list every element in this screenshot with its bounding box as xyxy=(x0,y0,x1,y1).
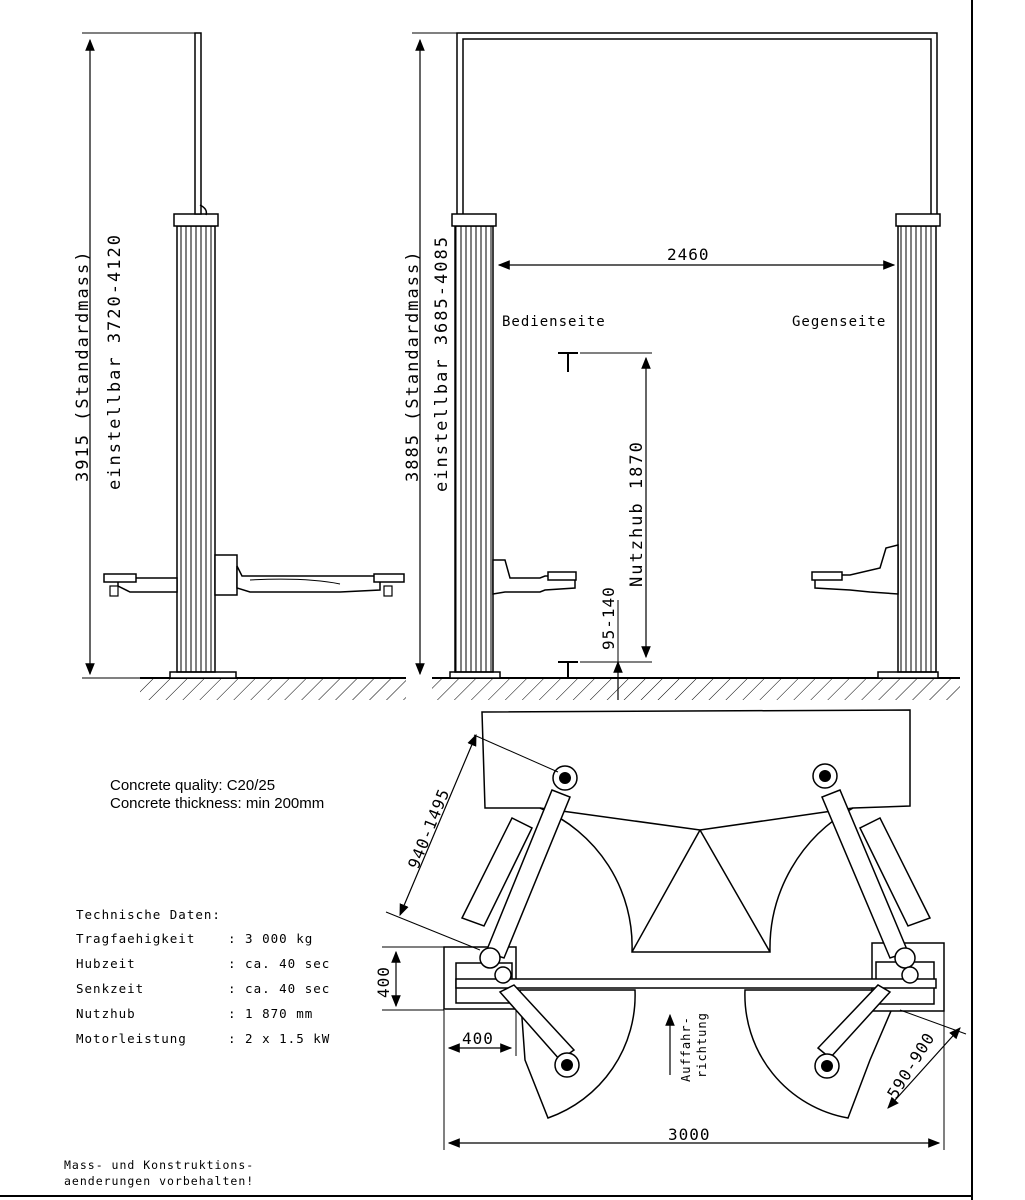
total-width-label: 3000 xyxy=(668,1125,711,1144)
side-right-foot xyxy=(384,586,392,596)
tech-row-label: Hubzeit xyxy=(76,956,136,971)
front-left-cap xyxy=(452,214,496,226)
arm-range-ext-1 xyxy=(474,735,558,772)
side-right-arm xyxy=(237,566,380,592)
plan-arm-upper-right xyxy=(813,764,930,968)
side-left-foot xyxy=(110,586,118,596)
operator-side-label: Bedienseite xyxy=(502,314,606,330)
side-column-cap xyxy=(174,214,218,226)
drive-direction-label-2: richtung xyxy=(695,1012,709,1078)
front-overhead-frame xyxy=(457,33,937,214)
tech-row-label: Senkzeit xyxy=(76,981,145,996)
base-height-label: 400 xyxy=(374,966,393,998)
front-right-carriage xyxy=(815,545,898,594)
side-right-pad xyxy=(374,574,404,582)
front-left-column xyxy=(455,226,493,672)
front-right-pad xyxy=(812,572,842,580)
front-right-base xyxy=(878,672,938,678)
front-adjust-label: einstellbar 3685-4085 xyxy=(432,235,452,492)
front-ground-hatch xyxy=(432,678,960,700)
front-width-label: 2460 xyxy=(667,245,710,264)
drive-direction-label: Auffahr- xyxy=(679,1016,693,1082)
footnote-line-1: Mass- und Konstruktions- xyxy=(64,1158,255,1172)
plan-view xyxy=(374,710,966,1150)
side-left-pad xyxy=(104,574,136,582)
arm-range-label: 940-1495 xyxy=(404,785,454,872)
front-left-pad xyxy=(548,572,576,580)
base-width-label: 400 xyxy=(462,1029,494,1048)
stroke-top-pad xyxy=(558,353,578,372)
low-label: 95-140 xyxy=(599,586,618,650)
footnote-line-2: aenderungen vorbehalten! xyxy=(64,1174,255,1188)
side-ground-hatch xyxy=(140,678,406,700)
plan-floor-bar xyxy=(456,979,936,988)
front-left-base xyxy=(450,672,500,678)
stroke-bottom-pad xyxy=(558,662,578,678)
front-height-label: 3885 (Standardmass) xyxy=(403,249,423,482)
side-carriage xyxy=(215,555,237,595)
tech-title: Technische Daten: xyxy=(76,907,221,922)
tech-row-value: : 3 000 kg xyxy=(228,931,314,946)
plan-arm-upper-left xyxy=(462,766,577,968)
concrete-thickness: Concrete thickness: min 200mm xyxy=(110,795,325,812)
plan-sweep-upper xyxy=(540,808,853,830)
tech-row-value: : 2 x 1.5 kW xyxy=(228,1031,331,1046)
arm-range-ext-2 xyxy=(386,912,480,950)
tech-row-value: : ca. 40 sec xyxy=(228,981,331,996)
tech-row-value: : 1 870 mm xyxy=(228,1006,314,1021)
arm-range-right-label: 590-900 xyxy=(883,1028,939,1103)
tech-row-label: Motorleistung xyxy=(76,1031,187,1046)
side-view xyxy=(73,33,406,700)
stroke-label: Nutzhub 1870 xyxy=(627,440,647,587)
tech-row-label: Tragfaehigkeit xyxy=(76,931,196,946)
concrete-quality: Concrete quality: C20/25 xyxy=(110,777,276,794)
tech-row-label: Nutzhub xyxy=(76,1006,136,1021)
side-adjust-label: einstellbar 3720-4120 xyxy=(105,233,125,490)
tech-row-value: : ca. 40 sec xyxy=(228,956,331,971)
arm-range-right-ext xyxy=(900,1010,966,1034)
side-overhead-post xyxy=(195,33,201,214)
front-right-column xyxy=(898,226,936,672)
side-column xyxy=(177,226,215,672)
side-height-label: 3915 (Standardmass) xyxy=(73,249,93,482)
front-right-cap xyxy=(896,214,940,226)
front-view xyxy=(403,33,960,700)
side-base-plate xyxy=(170,672,236,678)
opposite-side-label: Gegenseite xyxy=(792,314,887,330)
